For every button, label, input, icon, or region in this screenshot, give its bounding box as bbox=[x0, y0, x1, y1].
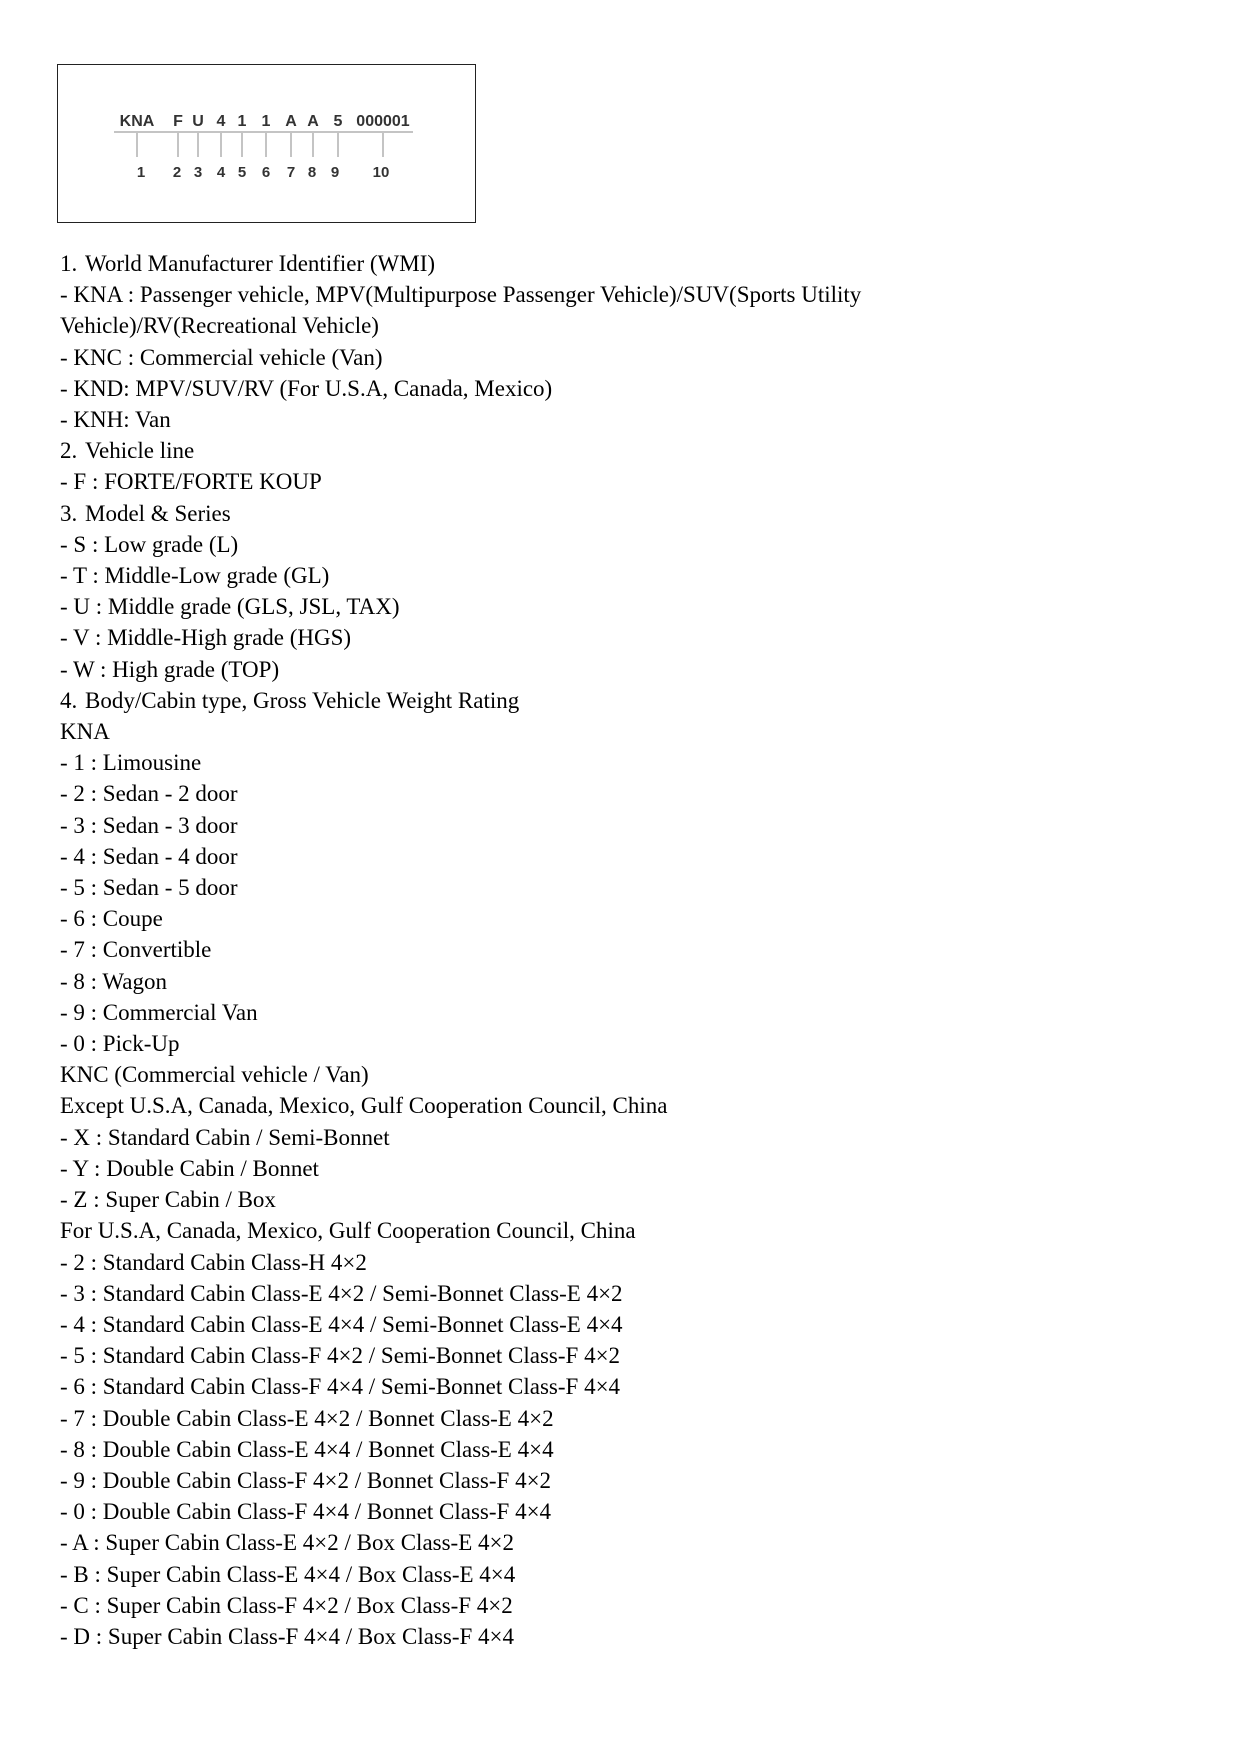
section-number: 4. bbox=[60, 687, 78, 713]
vin-position-number: 1 bbox=[136, 164, 146, 181]
list-item: - 2 : Standard Cabin Class-H 4×2 bbox=[60, 1249, 367, 1275]
vin-position-number: 8 bbox=[307, 164, 317, 181]
section-heading bbox=[60, 435, 1180, 466]
list-item: - 6 : Standard Cabin Class-F 4×4 / Semi-Bonnet Class-F 4×4 bbox=[60, 1374, 621, 1400]
vin-segment: F bbox=[173, 113, 183, 130]
list-item: - D : Super Cabin Class-F 4×4 / Box Class-F 4×4 bbox=[60, 1623, 515, 1649]
list-item: - C : Super Cabin Class-F 4×2 / Box Class-F 4×2 bbox=[60, 1592, 513, 1618]
section-number: 2. bbox=[60, 438, 78, 464]
list-item: KNC (Commercial vehicle / Van) bbox=[60, 1062, 369, 1088]
list-item: - 4 : Sedan - 4 door bbox=[60, 843, 238, 869]
section-heading bbox=[60, 248, 1180, 279]
list-item: - 8 : Double Cabin Class-E 4×4 / Bonnet Class-E 4×4 bbox=[60, 1436, 554, 1462]
section-title: World Manufacturer Identifier (WMI) bbox=[85, 251, 436, 276]
list-item: - KNC : Commercial vehicle (Van) bbox=[60, 344, 383, 370]
vin-position-number: 3 bbox=[193, 164, 203, 181]
vin-position-number: 5 bbox=[237, 164, 247, 181]
list-item: - 7 : Convertible bbox=[60, 937, 212, 963]
list-item: - S : Low grade (L) bbox=[60, 531, 239, 557]
vin-explanation-list bbox=[60, 248, 1180, 1652]
list-item: - 6 : Coupe bbox=[60, 906, 163, 932]
list-item: - 3 : Standard Cabin Class-E 4×2 / Semi-Bonnet Class-E 4×2 bbox=[60, 1280, 623, 1306]
list-item: KNA bbox=[60, 719, 110, 745]
list-item: - U : Middle grade (GLS, JSL, TAX) bbox=[60, 594, 400, 620]
vin-segment: 5 bbox=[333, 113, 343, 130]
list-item: - 4 : Standard Cabin Class-E 4×4 / Semi-Bonnet Class-E 4×4 bbox=[60, 1311, 623, 1337]
list-item: - KNH: Van bbox=[60, 407, 171, 433]
vin-position-number: 6 bbox=[261, 164, 271, 181]
vin-diagram-svg bbox=[58, 65, 477, 224]
list-item: - 1 : Limousine bbox=[60, 750, 202, 776]
list-item: - A : Super Cabin Class-E 4×2 / Box Class-E 4×2 bbox=[60, 1530, 514, 1556]
vin-position-number: 9 bbox=[330, 164, 340, 181]
list-item: - Z : Super Cabin / Box bbox=[60, 1187, 276, 1213]
section-heading bbox=[60, 498, 1180, 529]
vin-segment: 1 bbox=[237, 113, 247, 130]
section-number: 1. bbox=[60, 251, 78, 276]
vin-segment: U bbox=[192, 113, 204, 130]
list-item: For U.S.A, Canada, Mexico, Gulf Cooperation Council, China bbox=[60, 1218, 636, 1244]
vin-segment: KNA bbox=[119, 113, 155, 130]
list-item: - 7 : Double Cabin Class-E 4×2 / Bonnet Class-E 4×2 bbox=[60, 1405, 554, 1431]
list-item: - T : Middle-Low grade (GL) bbox=[60, 563, 330, 589]
list-item: - 0 : Pick-Up bbox=[60, 1031, 180, 1057]
list-item: - KND: MPV/SUV/RV (For U.S.A, Canada, Mexico) bbox=[60, 375, 553, 401]
list-item: - 2 : Sedan - 2 door bbox=[60, 781, 238, 807]
list-item: - V : Middle-High grade (HGS) bbox=[60, 625, 352, 651]
vin-segment: A bbox=[307, 113, 319, 130]
vin-segment: 1 bbox=[261, 113, 271, 130]
list-item: - KNA : Passenger vehicle, MPV(Multipurpose Passenger Vehicle)/SUV(Sports Utility bbox=[60, 282, 862, 308]
section-number: 3. bbox=[60, 500, 78, 526]
section-title: Body/Cabin type, Gross Vehicle Weight Rating bbox=[85, 687, 520, 713]
vin-position-number: 10 bbox=[372, 164, 390, 181]
list-item: - 9 : Double Cabin Class-F 4×2 / Bonnet Class-F 4×2 bbox=[60, 1467, 552, 1493]
vin-segment: A bbox=[285, 113, 297, 130]
vin-position-number: 2 bbox=[172, 164, 182, 181]
list-item: Except U.S.A, Canada, Mexico, Gulf Cooperation Council, China bbox=[60, 1093, 668, 1119]
vin-diagram bbox=[57, 64, 476, 223]
list-item: - 5 : Sedan - 5 door bbox=[60, 875, 238, 901]
list-item: - 9 : Commercial Van bbox=[60, 999, 258, 1025]
vin-segment: 000001 bbox=[356, 113, 410, 130]
list-item: - 8 : Wagon bbox=[60, 968, 167, 994]
vin-position-number: 4 bbox=[216, 164, 226, 181]
list-item: Vehicle)/RV(Recreational Vehicle) bbox=[60, 313, 379, 339]
list-item: - 5 : Standard Cabin Class-F 4×2 / Semi-Bonnet Class-F 4×2 bbox=[60, 1343, 621, 1369]
list-item: - F : FORTE/FORTE KOUP bbox=[60, 469, 322, 495]
section-title: Vehicle line bbox=[85, 438, 195, 464]
list-item: - 0 : Double Cabin Class-F 4×4 / Bonnet Class-F 4×4 bbox=[60, 1499, 552, 1525]
section-title: Model & Series bbox=[85, 500, 231, 526]
list-item: - 3 : Sedan - 3 door bbox=[60, 812, 238, 838]
list-item: - W : High grade (TOP) bbox=[60, 656, 280, 682]
vin-position-number: 7 bbox=[286, 164, 296, 181]
list-item: - Y : Double Cabin / Bonnet bbox=[60, 1155, 319, 1181]
list-item: - B : Super Cabin Class-E 4×4 / Box Class-E 4×4 bbox=[60, 1561, 516, 1587]
list-item: - X : Standard Cabin / Semi-Bonnet bbox=[60, 1124, 390, 1150]
vin-segment: 4 bbox=[216, 113, 226, 130]
section-heading bbox=[60, 685, 1180, 716]
